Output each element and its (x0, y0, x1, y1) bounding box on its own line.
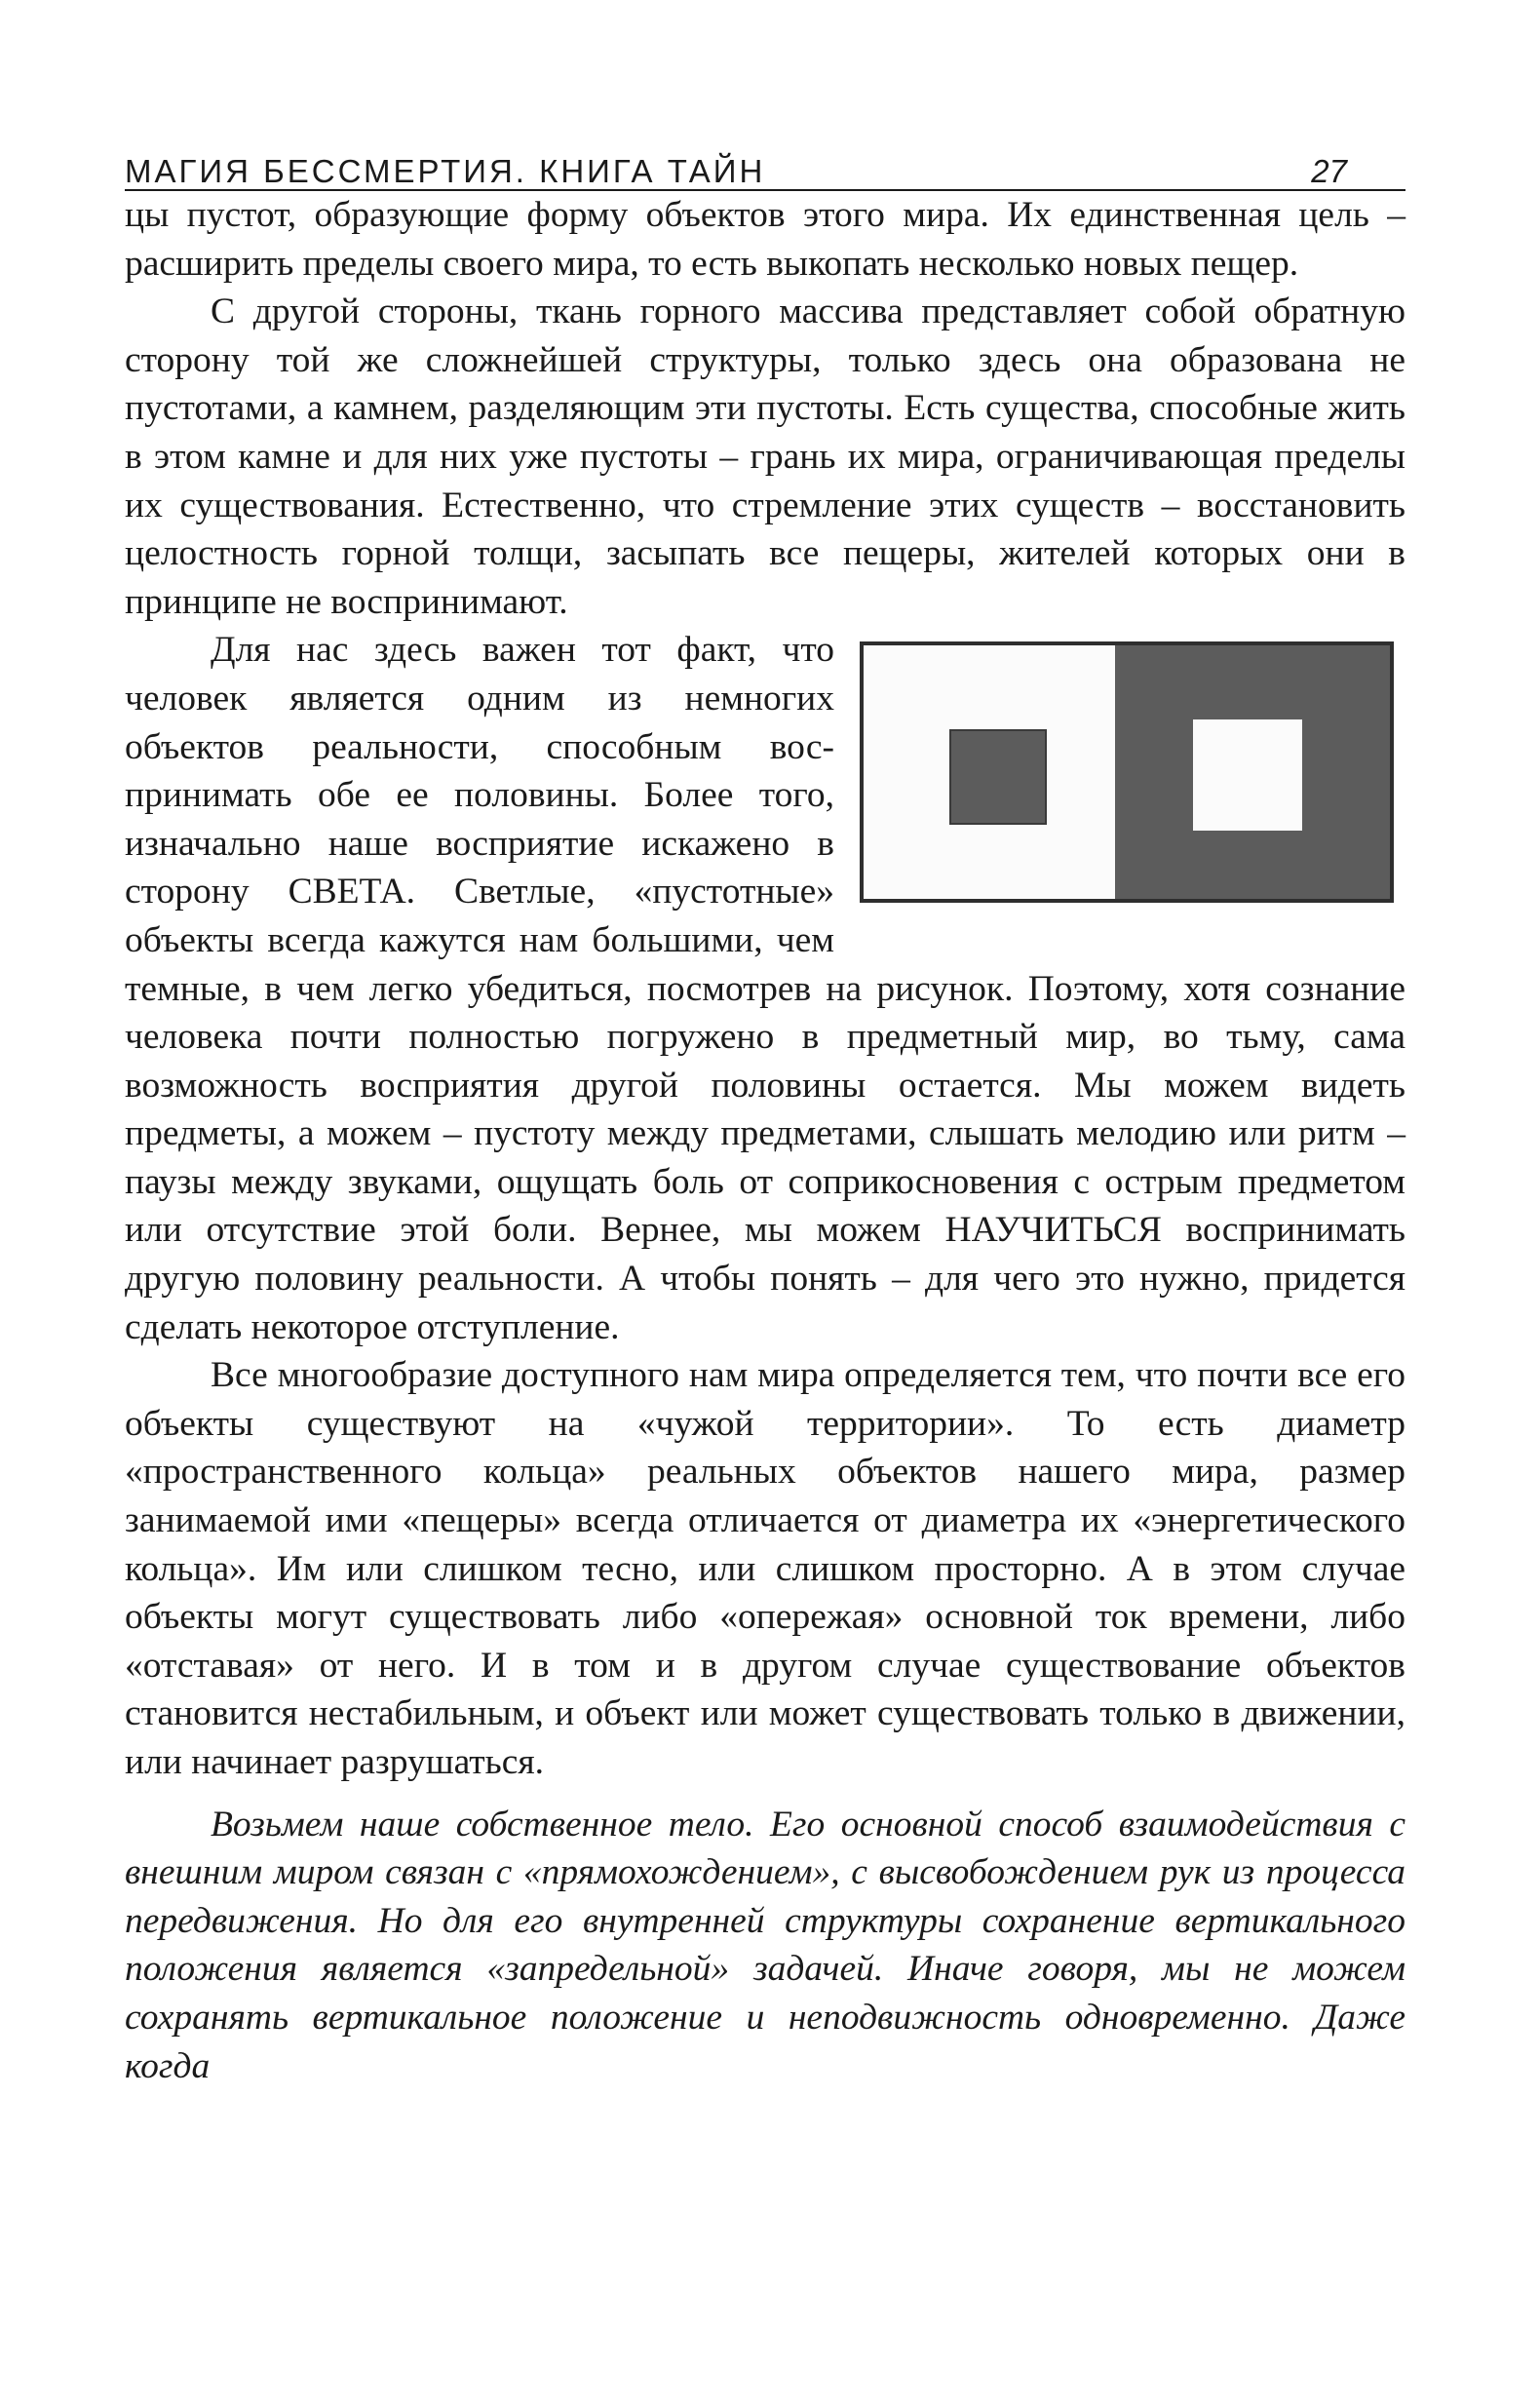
paragraph-1: цы пустот, образующие форму объектов этого мира. Их единственная цель – расширить пределы своего мира, то есть выкопать несколько новых пещер. (125, 195, 1405, 284)
dark-panel (1115, 641, 1394, 903)
paragraph-4: Все многообразие доступного нам мира определяется тем, что почти все его объекты существуют на «чужой территории». То есть диаметр «пространственного кольца» реальных объектов нашего мира, размер занимаемой ими «пещеры» всегда отличается от диаметра их «энергетического кольца». Им или слишком тесно, или слишком просторно. А в этом случае объекты могут существовать либо «опережая» основной ток времени, либо «отставая» от него. И в том и в другом случае существование объектов становится нестабильным, и объект или может существовать только в движении, или начинает разрушаться. (125, 1355, 1405, 1782)
page-number: 27 (1311, 153, 1347, 189)
book-page (125, 146, 1405, 2090)
light-panel (860, 641, 1119, 903)
running-header (125, 146, 1405, 191)
illusion-figure (860, 641, 1405, 913)
body-text (125, 191, 1405, 2090)
light-square (1193, 719, 1302, 831)
dark-square (949, 729, 1047, 825)
paragraph-5-italic: Возьмем наше собственное тело. Его основной способ взаимодействия с внешним миром связан с «прямохождением», с высвобождением рук из процесса передвижения. Но для его внутренней структуры сохранение вертикального положения является «запредельной» задачей. Иначе говоря, мы не можем сохранять вертикальное положение и неподвижность одновременно. Даже когда (125, 1804, 1405, 2086)
paragraph-3: Для нас здесь важен тот факт, что человек является одним из немногих объектов реальности, способным воспринимать обе ее половины. Более того, изначально наше восприятие искажено в сторону СВЕТА. Светлые, «пустотные» объекты всегда кажутся нам большими, чем темные, в чем легко убедиться, посмотрев на рисунок. Поэтому, хотя сознание человека почти полностью погружено в предметный мир, во тьму, сама возможность восприятия другой половины остается. Мы можем видеть предметы, а можем – пустоту между предметами, слышать мелодию или ритм – паузы между звуками, ощущать боль от соприкосновения с острым предметом или отсутствие этой боли. Вернее, мы можем НАУЧИТЬСЯ воспринимать другую половину реальности. А чтобы понять – для чего это нужно, придется сделать некоторое отступление. (125, 630, 1405, 1347)
paragraph-2: С другой стороны, ткань горного массива представляет собой обратную сторону той же сложнейшей структуры, только здесь она образована не пустотами, а камнем, разделяющим эти пустоты. Есть существа, способные жить в этом камне и для них уже пустоты – грань их мира, ограничивающая пределы их существования. Естественно, что стремление этих существ – восстановить целостность горной толщи, засыпать все пещеры, жителей которых они в принципе не воспринимают. (125, 291, 1405, 622)
running-title: МАГИЯ БЕССМЕРТИЯ. КНИГА ТАЙН (125, 153, 766, 189)
